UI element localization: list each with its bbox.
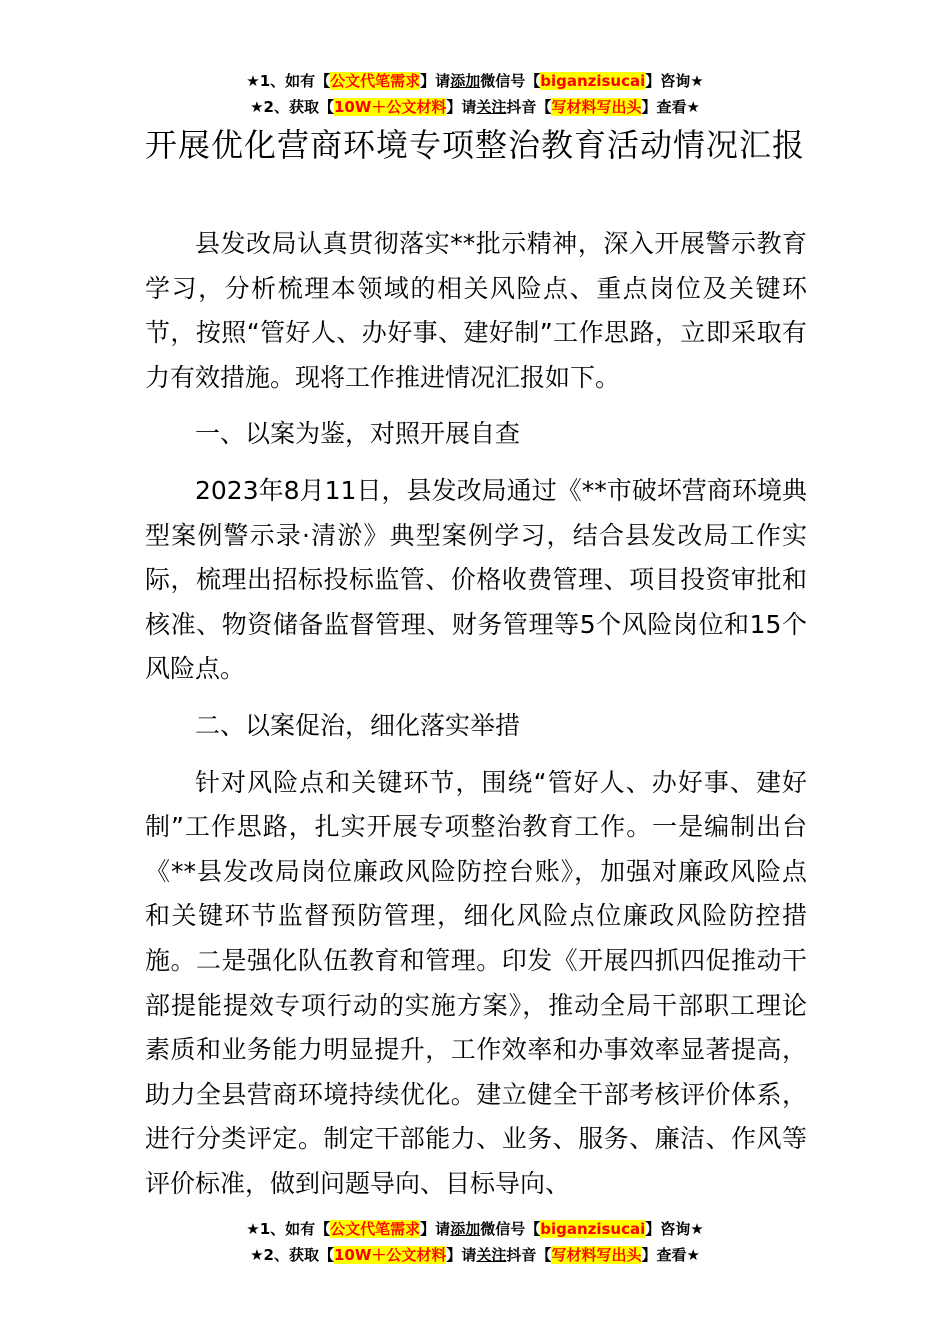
banner-text: ★2、获取【 (250, 1246, 334, 1264)
highlight-douyin-account: 写材料写出头 (551, 1246, 642, 1264)
paragraph-section-2: 针对风险点和关键环节，围绕“管好人、办好事、建好制”工作思路，扎实开展专项整治教育工作。一是编制出台《**县发改局岗位廉政风险防控台账》，加强对廉政风险点和关键环节监督预防管理，细化风险点位廉政风险防控措施。二是强化队伍教育和管理。印发《开展四抓四促推动干部提能提效专项行动的实施方案》，推动全局干部职工理论素质和业务能力明显提升，工作效率和办事效率显著提高，助力全县营商环境持续优化。建立健全干部考核评价体系，进行分类评定。制定干部能力、业务、服务、廉洁、作风等评价标准，做到问题导向、目标导向、 (145, 767, 807, 1198)
banner-text: 抖音【 (506, 98, 552, 116)
banner-text: 】咨询★ (645, 1220, 704, 1238)
highlight-service: 公文代笔需求 (330, 72, 421, 90)
section-heading-2: 二、以案促治，细化落实举措 (195, 710, 521, 740)
paragraph-intro: 县发改局认真贯彻落实**批示精神，深入开展警示教育学习，分析梳理本领域的相关风险点、重点岗位及关键环节，按照“管好人、办好事、建好制”工作思路，立即采取有力有效措施。现将工作推进情况汇报如下。 (145, 229, 807, 392)
banner-text: 】请 (446, 1246, 477, 1264)
banner-text: ★1、如有【 (246, 1220, 331, 1238)
banner-text: 】查看★ (641, 1246, 700, 1264)
banner-text: 】请 (446, 98, 477, 116)
paragraph-section-1: 2023年8月11日，县发改局通过《**市破坏营商环境典型案例警示录·清淤》典型案例学习，结合县发改局工作实际，梳理出招标投标监管、价格收费管理、项目投资审批和核准、物资储备监督管理、财务管理等5个风险岗位和15个风险点。 (145, 475, 807, 684)
highlight-service: 公文代笔需求 (330, 1220, 421, 1238)
banner-text: 微信号【 (480, 1220, 541, 1238)
banner-line-2 (0, 94, 950, 120)
banner-line-1 (0, 1216, 950, 1242)
footer-banner (0, 1216, 950, 1268)
banner-line-2 (0, 1242, 950, 1268)
underline-text: 关注 (476, 1246, 507, 1264)
banner-text: 抖音【 (506, 1246, 552, 1264)
highlight-wechat-id: biganzisucai (540, 1220, 646, 1238)
highlight-wechat-id: biganzisucai (540, 72, 646, 90)
banner-text: 】请 (420, 72, 451, 90)
banner-text: 】查看★ (641, 98, 700, 116)
underline-text: 添加 (450, 1220, 481, 1238)
banner-text: ★1、如有【 (246, 72, 331, 90)
document-body (145, 222, 807, 1206)
banner-line-1 (0, 68, 950, 94)
header-banner (0, 68, 950, 120)
underline-text: 关注 (476, 98, 507, 116)
highlight-materials: 10W＋公文材料 (333, 98, 447, 116)
banner-text: 】咨询★ (645, 72, 704, 90)
banner-text: ★2、获取【 (250, 98, 334, 116)
highlight-materials: 10W＋公文材料 (333, 1246, 447, 1264)
highlight-douyin-account: 写材料写出头 (551, 98, 642, 116)
banner-text: 微信号【 (480, 72, 541, 90)
underline-text: 添加 (450, 72, 481, 90)
section-heading-1: 一、以案为鉴，对照开展自查 (195, 419, 521, 449)
banner-text: 】请 (420, 1220, 451, 1238)
document-title: 开展优化营商环境专项整治教育活动情况汇报 (145, 126, 806, 164)
